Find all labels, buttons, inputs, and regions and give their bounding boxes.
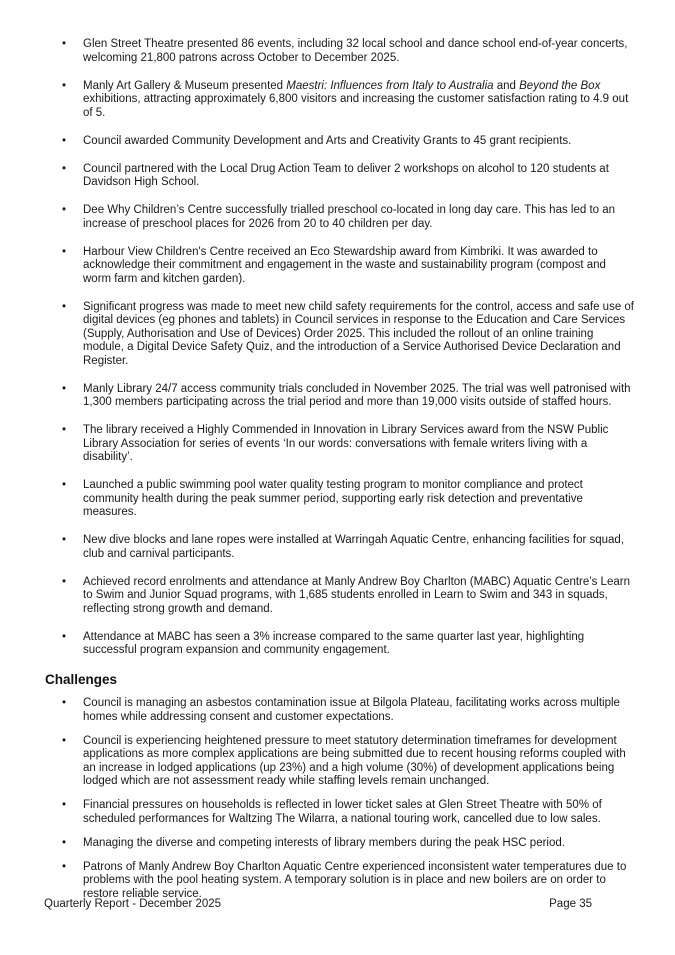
bullet-text: and — [493, 79, 520, 92]
bullet-item — [45, 735, 637, 789]
bullet-item — [45, 424, 637, 465]
bullet-item — [45, 301, 637, 369]
bullet-item — [45, 38, 637, 65]
page-content — [45, 38, 637, 912]
bullet-text: Glen Street Theatre presented 86 events, including 32 local school and dance school end-of-year concerts, welcoming 21,800 patrons across October to December 2025. — [83, 38, 628, 64]
footer-report-title: Quarterly Report - December 2025 — [44, 898, 222, 910]
bullet-text: New dive blocks and lane ropes were installed at Warringah Aquatic Centre, enhancing facilities for squad, club and carnival participants. — [83, 534, 625, 560]
bullet-item — [45, 861, 637, 902]
bullet-item — [45, 383, 637, 410]
bullet-text: The library received a Highly Commended in Innovation in Library Services award from the NSW Public Library Association for series of events ‘In our words: conversations with female writers living with a disability’. — [83, 424, 609, 463]
bullet-item — [45, 631, 637, 658]
bullet-text: Manly Library 24/7 access community trials concluded in November 2025. The trial was well patronised with 1,300 members participating across the trial period and more than 19,000 visits outside of staffed hours. — [83, 382, 631, 408]
bullet-text: Managing the diverse and competing interests of library members during the peak HSC period. — [83, 836, 565, 849]
bullet-item — [45, 135, 637, 149]
bullet-item — [45, 837, 637, 851]
challenges-list — [45, 697, 637, 901]
bullet-text: Council is experiencing heightened pressure to meet statutory determination timeframes for development applications as more complex applications are being submitted due to recent housing reforms coupled with an increase in lodged applications (up 23%) and a high volume (30%) of development applications being lodged which are not assessment ready while staffing levels remain unchanged. — [83, 734, 626, 787]
bullet-text: Achieved record enrolments and attendance at Manly Andrew Boy Charlton (MABC) Aquatic Centre’s Learn to Swim and Junior Squad programs, with 1,685 students enrolled in Learn to Swim and 343 in squads, reflecting strong growth and demand. — [83, 575, 630, 615]
bullet-item — [45, 479, 637, 520]
highlights-list — [45, 38, 637, 658]
bullet-text: Significant progress was made to meet new child safety requirements for the control, access and safe use of digital devices (eg phones and tablets) in Council services in response to the Education and Care Services (Supply, Authorisation and Use of Devices) Order 2025. This included the rollout of an online training module, a Digital Device Safety Quiz, and the introduction of a Service Authorised Device Declaration and Register. — [83, 300, 635, 367]
bullet-text: Dee Why Children’s Centre successfully trialled preschool co-located in long day care. This has led to an increase of preschool places for 2026 from 20 to 40 children per day. — [83, 204, 616, 230]
bullet-text: Launched a public swimming pool water quality testing program to monitor compliance and protect community health during the peak summer period, supporting early risk detection and preventative measures. — [83, 479, 583, 518]
bullet-text: Maestri: Influences from Italy to Australia — [286, 79, 494, 92]
bullet-text: Attendance at MABC has seen a 3% increase compared to the same quarter last year, highlighting successful program expansion and community engagement. — [83, 630, 585, 656]
bullet-item — [45, 799, 637, 826]
bullet-text: exhibitions, attracting approximately 6,800 visitors and increasing the customer satisfaction rating to 4.9 out of 5. — [83, 93, 629, 119]
bullet-text: Beyond the Box — [519, 79, 601, 92]
bullet-text: Council partnered with the Local Drug Action Team to deliver 2 workshops on alcohol to 120 students at Davidson High School. — [83, 162, 609, 188]
bullet-item — [45, 576, 637, 617]
footer-page-number: Page 35 — [549, 898, 592, 910]
bullet-item — [45, 80, 637, 121]
bullet-text: Manly Art Gallery & Museum presented — [83, 79, 287, 92]
bullet-text: Financial pressures on households is reflected in lower ticket sales at Glen Street Theatre with 50% of scheduled performances for Waltzing The Wilarra, a national touring work, cancelled due to low sales. — [83, 799, 602, 825]
page-footer — [44, 898, 592, 912]
bullet-item — [45, 697, 637, 724]
bullet-text: Patrons of Manly Andrew Boy Charlton Aquatic Centre experienced inconsistent water temperatures due to problems with the pool heating system. A temporary solution is in place and new boilers are on order to restore reliable service. — [83, 860, 627, 900]
bullet-text: Council is managing an asbestos contamination issue at Bilgola Plateau, facilitating works across multiple homes while addressing consent and customer expectations. — [83, 697, 620, 723]
challenges-heading: Challenges — [45, 672, 118, 687]
bullet-item — [45, 534, 637, 561]
bullet-text: Council awarded Community Development and Arts and Creativity Grants to 45 grant recipients. — [83, 134, 572, 147]
bullet-item — [45, 204, 637, 231]
bullet-text: Harbour View Children's Centre received an Eco Stewardship award from Kimbriki. It was awarded to acknowledge their commitment and engagement in the waste and sustainability program (compost and worm farm and kitchen garden). — [83, 245, 606, 285]
bullet-item — [45, 163, 637, 190]
bullet-item — [45, 246, 637, 287]
